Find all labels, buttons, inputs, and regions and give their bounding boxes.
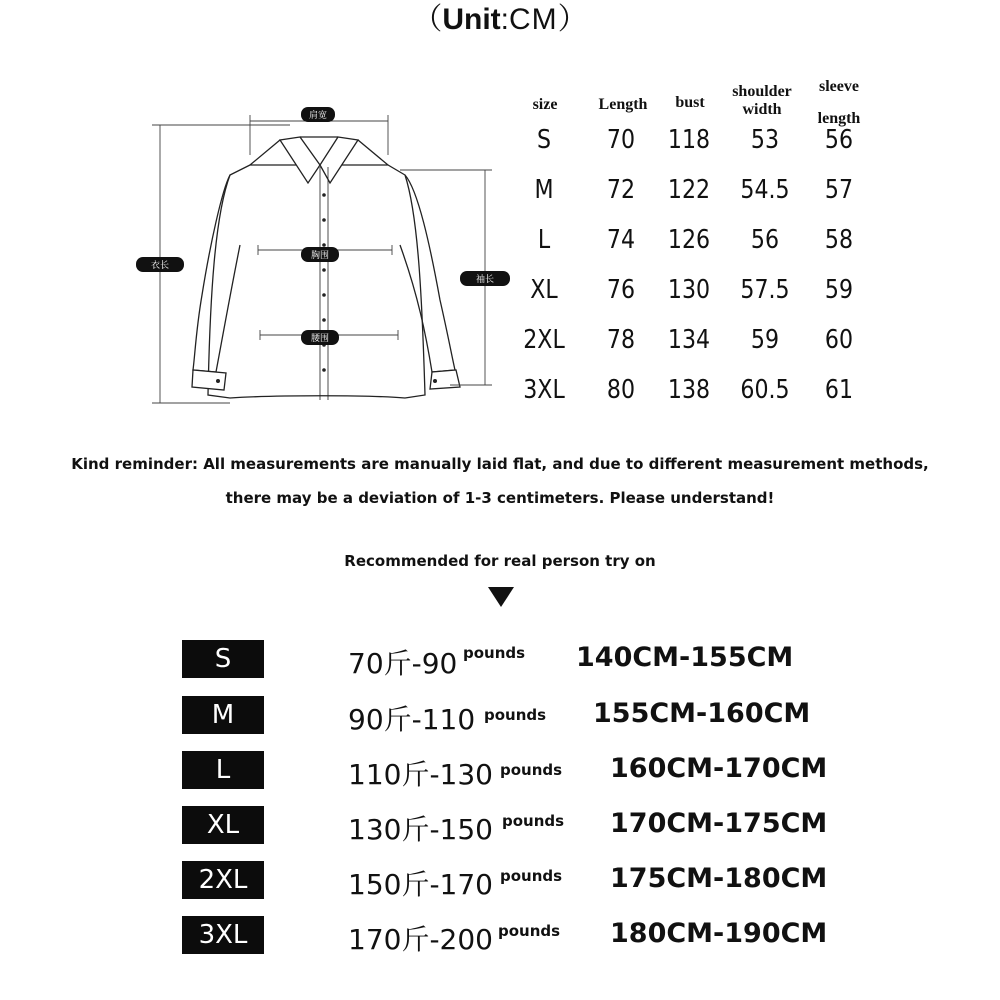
pounds-unit: pounds — [502, 812, 565, 830]
header-sleeve-line1: sleeve — [819, 78, 859, 95]
size-table-cell-length: 72 — [606, 175, 636, 205]
height-range: 175CM-180CM — [610, 863, 828, 894]
waist-label: 腰围 — [310, 334, 330, 344]
size-table-cell-sleeve: 57 — [824, 175, 854, 205]
height-range: 140CM-155CM — [576, 642, 794, 673]
header-sleeve-line2: length — [817, 110, 861, 127]
size-table-cell-shoulder: 54.5 — [740, 175, 790, 205]
size-table-cell-size: 3XL — [523, 375, 565, 405]
size-table-cell-size: XL — [530, 275, 558, 305]
size-table-cell-length: 74 — [606, 225, 636, 255]
size-table-cell-sleeve: 60 — [824, 325, 854, 355]
size-badge: XL — [182, 806, 264, 844]
shirt-measurement-diagram — [130, 95, 510, 425]
recommend-row — [0, 751, 1000, 791]
size-table-cell-bust: 130 — [667, 275, 711, 305]
pounds-unit: pounds — [484, 706, 547, 724]
weight-range: 130斤-150 — [348, 813, 493, 846]
size-table-cell-size: S — [536, 125, 552, 155]
shirt-body-outline — [208, 165, 425, 398]
size-table-cell-shoulder: 57.5 — [740, 275, 790, 305]
weight-range: 90斤-110 — [348, 703, 476, 736]
length-label: 衣长 — [150, 261, 170, 271]
unit-colon: : — [500, 3, 509, 36]
size-badge: L — [182, 751, 264, 789]
size-badge: 2XL — [182, 861, 264, 899]
recommend-row — [0, 916, 1000, 956]
size-table-cell-sleeve: 56 — [824, 125, 854, 155]
size-table-cell-shoulder: 59 — [750, 325, 780, 355]
size-table-cell-size: 2XL — [523, 325, 565, 355]
pounds-unit: pounds — [463, 644, 526, 662]
pounds-unit: pounds — [500, 867, 563, 885]
recommend-row — [0, 861, 1000, 901]
size-table-cell-length: 78 — [606, 325, 636, 355]
chest-label: 胸围 — [310, 251, 330, 261]
pounds-unit: pounds — [498, 922, 561, 940]
unit-open-paren: （ — [412, 3, 443, 36]
shoulder-label: 肩宽 — [308, 111, 328, 121]
size-table-cell-sleeve: 58 — [824, 225, 854, 255]
recommend-title: Recommended for real person try on — [344, 552, 656, 570]
size-table-cell-length: 76 — [606, 275, 636, 305]
unit-close-paren: ） — [557, 3, 588, 36]
header-length: Length — [598, 96, 648, 113]
yoke-line — [250, 140, 388, 165]
size-table-cell-shoulder: 60.5 — [740, 375, 790, 405]
reminder-line-2: there may be a deviation of 1-3 centimeters. Please understand! — [225, 489, 775, 507]
unit-value: CM — [509, 3, 558, 36]
height-range: 160CM-170CM — [610, 753, 828, 784]
size-table-cell-bust: 134 — [667, 325, 711, 355]
size-badge: 3XL — [182, 916, 264, 954]
unit-label: Unit — [442, 3, 501, 36]
size-badge: M — [182, 696, 264, 734]
size-table-cell-bust: 138 — [667, 375, 711, 405]
weight-range: 110斤-130 — [348, 758, 493, 791]
height-range: 170CM-175CM — [610, 808, 828, 839]
size-table-cell-bust: 118 — [667, 125, 711, 155]
size-badge: S — [182, 640, 264, 678]
weight-range: 170斤-200 — [348, 923, 493, 956]
reminder-line-1: Kind reminder: All measurements are manually laid flat, and due to different measurement methods, — [71, 455, 929, 473]
header-shoulder-line2: width — [742, 101, 782, 118]
size-table-cell-sleeve: 59 — [824, 275, 854, 305]
weight-range: 70斤-90 — [348, 647, 458, 680]
recommend-row — [0, 640, 1000, 680]
size-table-cell-shoulder: 56 — [750, 225, 780, 255]
size-table-cell-length: 80 — [606, 375, 636, 405]
weight-range: 150斤-170 — [348, 868, 493, 901]
header-shoulder-line1: shoulder — [732, 83, 792, 100]
down-arrow-icon — [488, 587, 514, 607]
header-size: size — [532, 96, 558, 113]
left-cuff — [192, 370, 226, 390]
size-table-cell-bust: 126 — [667, 225, 711, 255]
size-table-cell-size: L — [537, 225, 551, 255]
recommend-row — [0, 806, 1000, 846]
pounds-unit: pounds — [500, 761, 563, 779]
height-range: 180CM-190CM — [610, 918, 828, 949]
size-table-cell-bust: 122 — [667, 175, 711, 205]
height-range: 155CM-160CM — [593, 698, 811, 729]
size-table-cell-sleeve: 61 — [824, 375, 854, 405]
sleeve-label: 袖长 — [475, 275, 495, 285]
size-table-cell-size: M — [534, 175, 554, 205]
header-bust: bust — [675, 94, 705, 111]
size-table-cell-length: 70 — [606, 125, 636, 155]
unit-heading — [0, 0, 1000, 38]
size-table-cell-shoulder: 53 — [750, 125, 780, 155]
recommend-row — [0, 696, 1000, 736]
